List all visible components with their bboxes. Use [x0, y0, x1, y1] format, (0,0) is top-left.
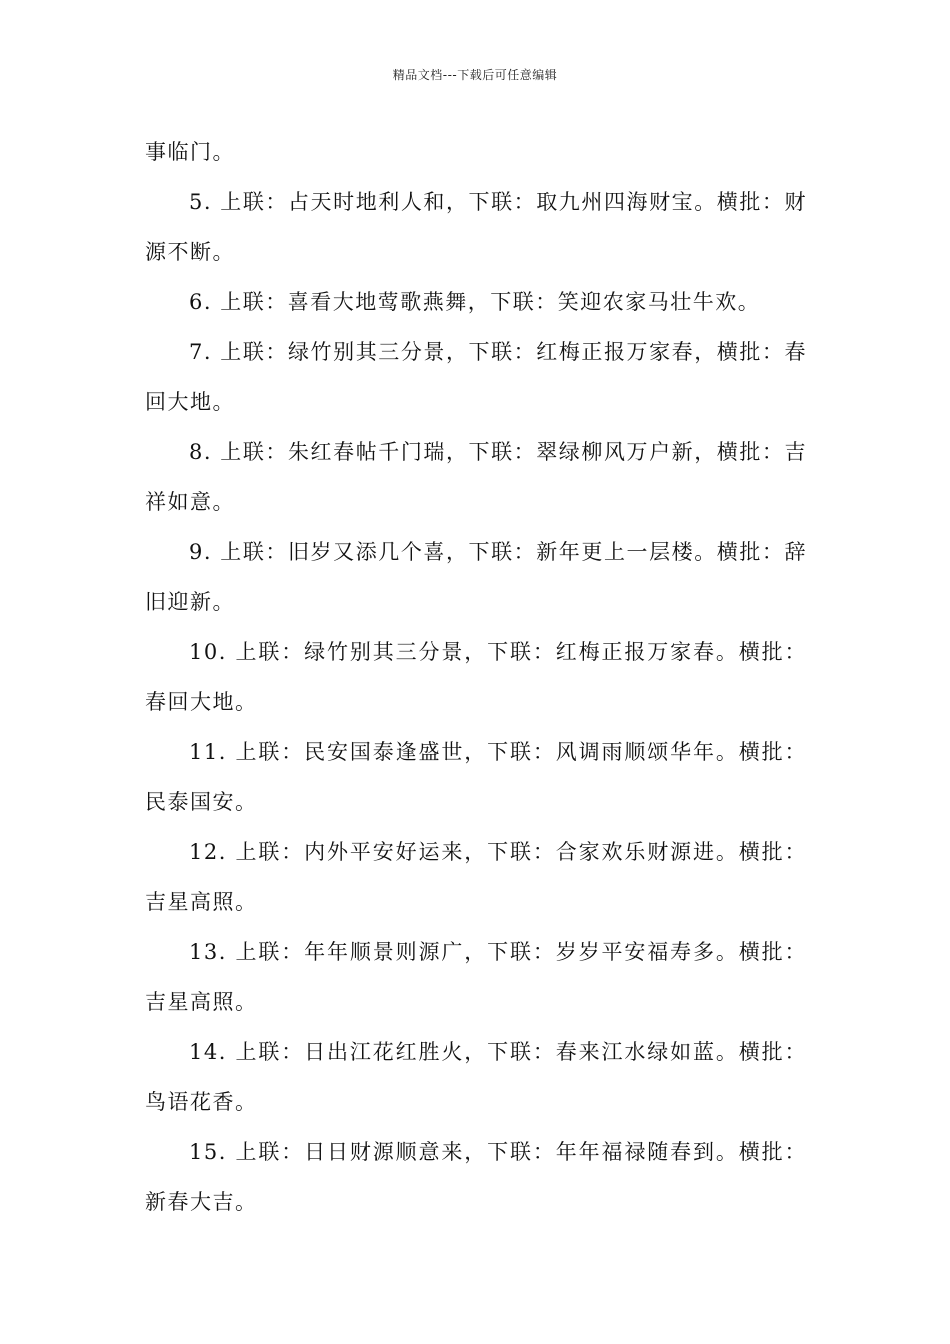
couplet-item-9: 9. 上联：旧岁又添几个喜，下联：新年更上一层楼。横批：辞旧迎新。 [145, 540, 807, 614]
couplet-item-10: 10. 上联：绿竹别其三分景，下联：红梅正报万家春。横批：春回大地。 [145, 640, 807, 714]
couplet-item-15: 15. 上联：日日财源顺意来，下联：年年福禄随春到。横批：新春大吉。 [145, 1140, 807, 1214]
couplet-item-13: 13. 上联：年年顺景则源广，下联：岁岁平安福寿多。横批：吉星高照。 [145, 940, 807, 1014]
couplet-item-11: 11. 上联：民安国泰逢盛世，下联：风调雨顺颂华年。横批：民泰国安。 [145, 740, 807, 814]
couplet-item-12: 12. 上联：内外平安好运来，下联：合家欢乐财源进。横批：吉星高照。 [145, 840, 807, 914]
document-body [145, 127, 807, 1227]
couplet-item-6: 6. 上联：喜看大地莺歌燕舞，下联：笑迎农家马壮牛欢。 [189, 290, 761, 314]
couplet-item-8: 8. 上联：朱红春帖千门瑞，下联：翠绿柳风万户新，横批：吉祥如意。 [145, 440, 807, 514]
couplet-item-14: 14. 上联：日出江花红胜火，下联：春来江水绿如蓝。横批：鸟语花香。 [145, 1040, 807, 1114]
paragraph-continuation: 事临门。 [145, 140, 235, 164]
page-header: 精品文档---下载后可任意编辑 [392, 68, 558, 82]
couplet-item-5: 5. 上联：占天时地利人和，下联：取九州四海财宝。横批：财源不断。 [145, 190, 807, 264]
couplet-item-7: 7. 上联：绿竹别其三分景，下联：红梅正报万家春，横批：春回大地。 [145, 340, 807, 414]
